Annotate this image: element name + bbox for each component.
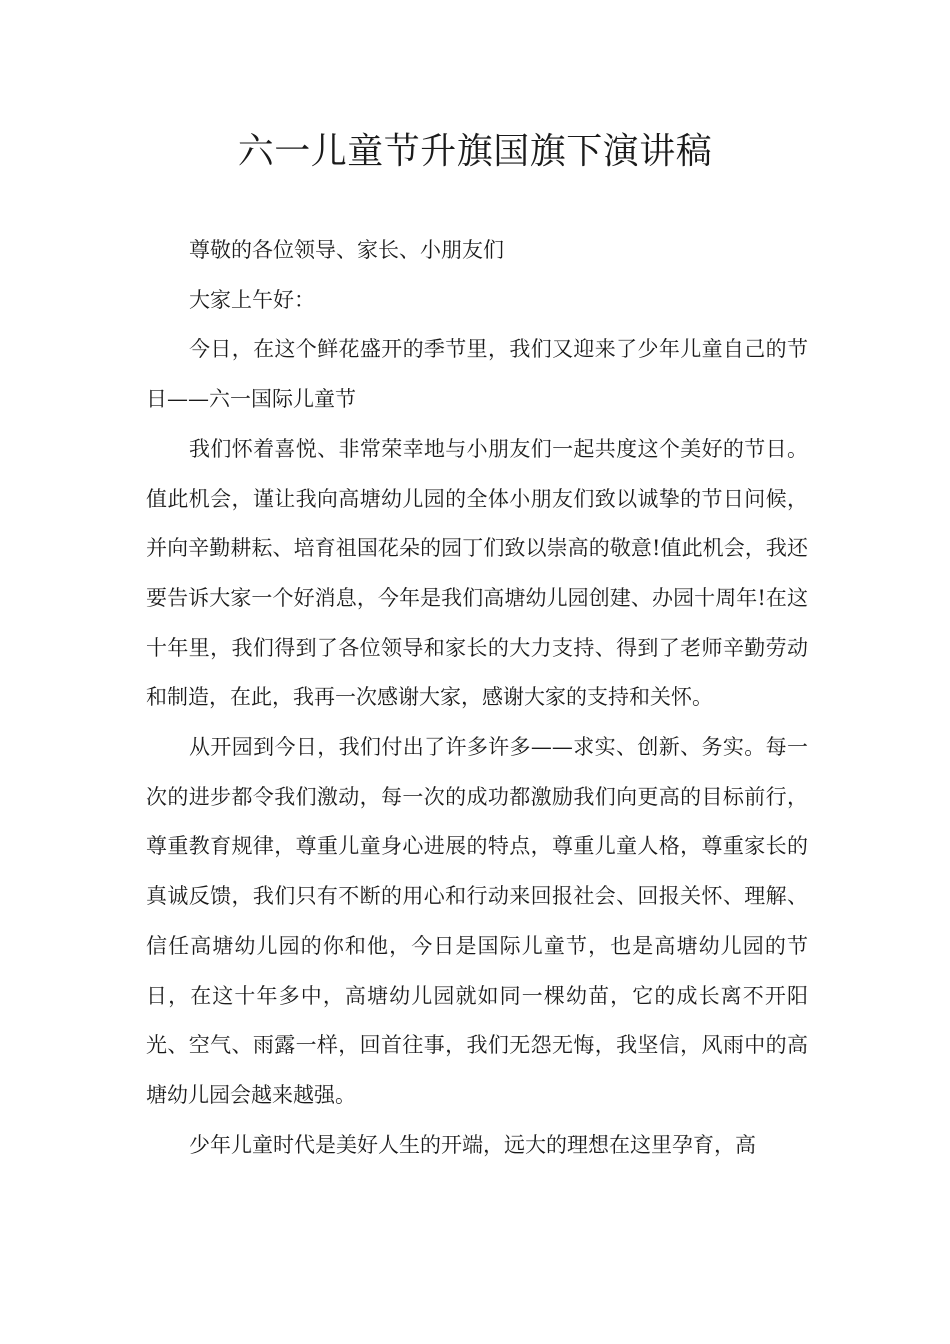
paragraph-history: 从开园到今日，我们付出了许多许多——求实、创新、务实。每一次的进步都令我们激动，每一次的成功都激励我们向更高的目标前行，尊重教育规律，尊重儿童身心进展的特点，尊重儿童人格，尊重家长的真诚反馈，我们只有不断的用心和行动来回报社会、回报关怀、理解、信任高塘幼儿园的你和他，今日是国际儿童节，也是高塘幼儿园的节日，在这十年多中，高塘幼儿园就如同一棵幼苗，它的成长离不开阳光、空气、雨露一样，回首往事，我们无怨无悔，我坚信，风雨中的高塘幼儿园会越来越强。: [146, 735, 808, 1107]
document-title: 六一儿童节升旗国旗下演讲稿: [237, 131, 713, 172]
paragraph-thanks: 我们怀着喜悦、非常荣幸地与小朋友们一起共度这个美好的节日。值此机会，谨让我向高塘幼儿园的全体小朋友们致以诚挚的节日问候，并向辛勤耕耘、培育祖国花朵的园丁们致以崇高的敬意!值此机会，我还要告诉大家一个好消息，今年是我们高塘幼儿园创建、办园十周年!在这十年里，我们得到了各位领导和家长的大力支持、得到了老师辛勤劳动和制造，在此，我再一次感谢大家，感谢大家的支持和关怀。: [146, 436, 808, 710]
paragraph-intro: 今日，在这个鲜花盛开的季节里，我们又迎来了少年儿童自己的节日——六一国际儿童节: [146, 337, 808, 412]
paragraph-greeting: 大家上午好：: [189, 287, 315, 312]
paragraph-childhood: 少年儿童时代是美好人生的开端，远大的理想在这里孕育，高: [189, 1132, 756, 1157]
document-body: [146, 226, 808, 1170]
paragraph-salutation: 尊敬的各位领导、家长、小朋友们: [189, 238, 504, 262]
